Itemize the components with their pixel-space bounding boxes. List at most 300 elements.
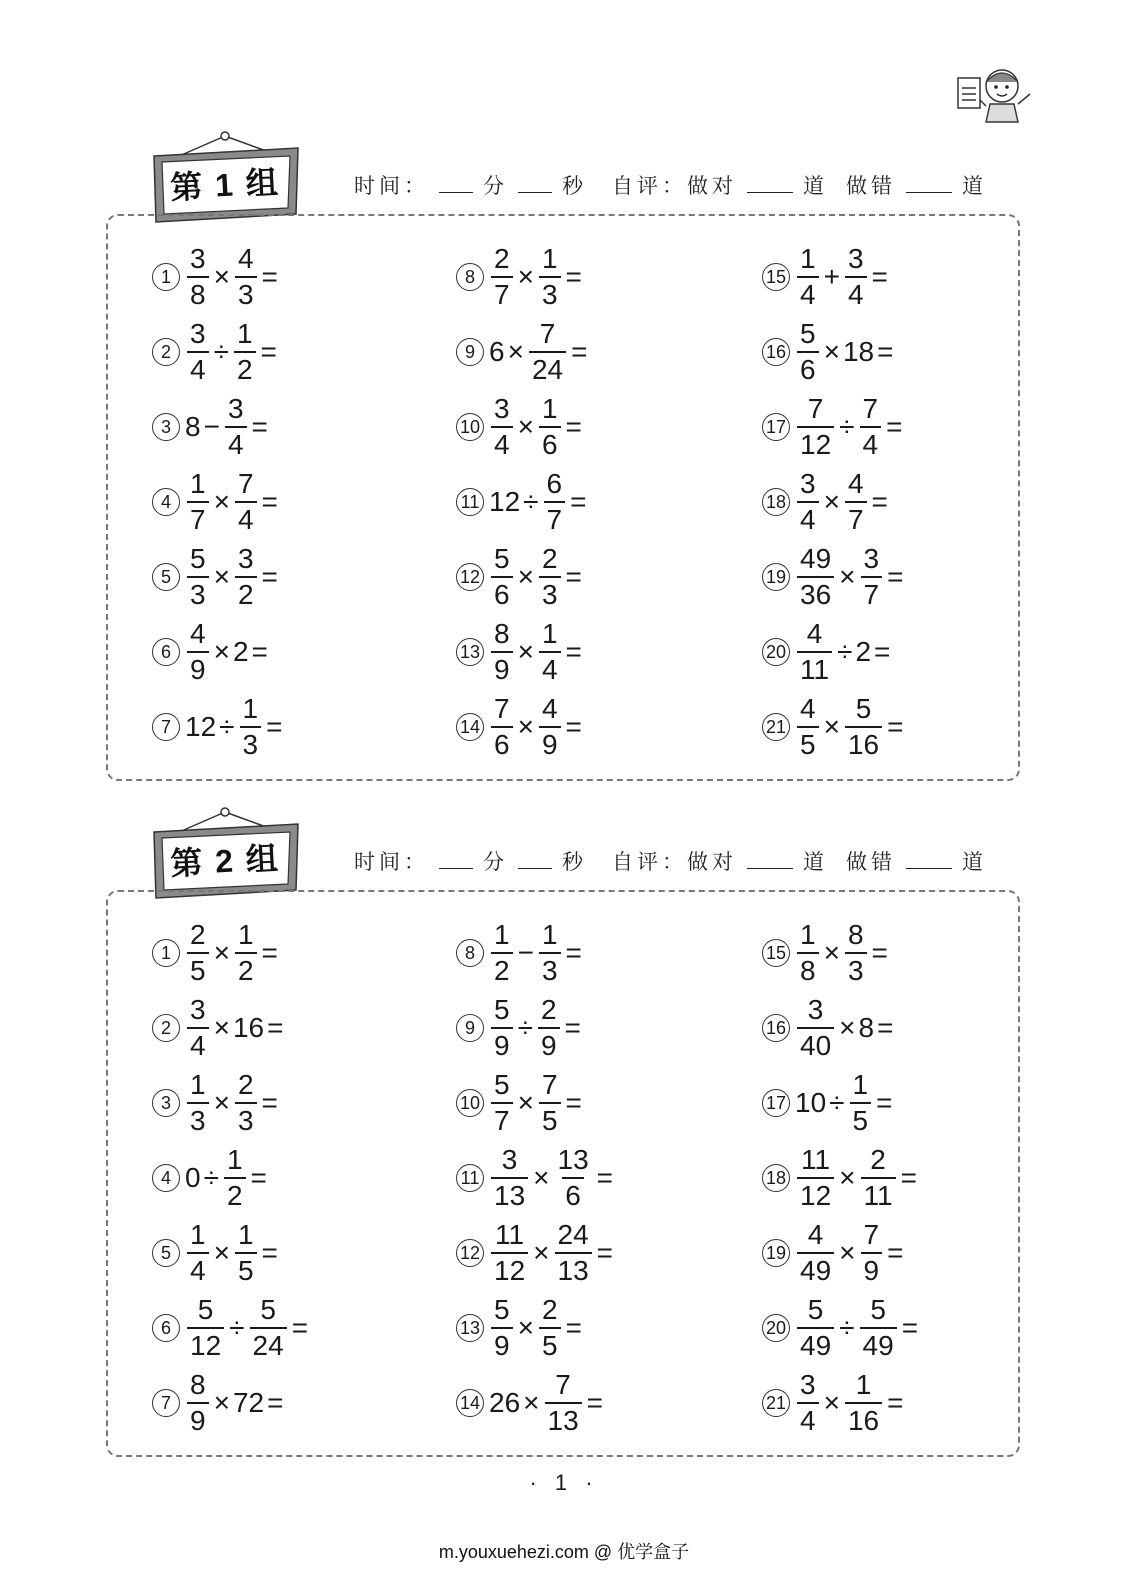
denominator: 9 <box>861 1252 883 1288</box>
denominator: 4 <box>235 501 257 537</box>
numerator: 3 <box>863 543 880 574</box>
correct-count-blank[interactable] <box>747 172 793 193</box>
fraction <box>224 1143 246 1213</box>
denominator: 6 <box>562 1177 584 1213</box>
problem-number: 10 <box>456 413 484 441</box>
problem-number: 14 <box>456 713 484 741</box>
fraction <box>845 692 882 762</box>
operator: × <box>517 561 534 592</box>
number: 0 <box>185 1162 201 1193</box>
fraction <box>845 467 867 537</box>
numerator: 1 <box>800 919 816 950</box>
operator: = <box>874 636 891 667</box>
operator: = <box>887 561 904 592</box>
operator: = <box>261 561 278 592</box>
fraction <box>861 542 883 612</box>
denominator: 16 <box>845 1402 882 1438</box>
problem-item <box>762 467 890 537</box>
number: 10 <box>795 1087 827 1118</box>
fraction <box>187 1368 209 1438</box>
numerator: 3 <box>847 243 864 274</box>
operator: × <box>839 1012 856 1043</box>
number: 18 <box>842 336 875 367</box>
operator: = <box>877 1012 894 1043</box>
operator: × <box>823 336 840 367</box>
footer-credit: m.youxuehezi.com @ 优学盒子 <box>438 1542 690 1562</box>
denominator: 4 <box>187 1252 209 1288</box>
numerator: 2 <box>540 994 557 1025</box>
minutes-blank[interactable] <box>439 848 473 869</box>
problem-item <box>456 1293 584 1363</box>
denominator: 7 <box>491 1102 513 1138</box>
problem-item <box>762 1068 894 1138</box>
operator: = <box>871 261 888 292</box>
problem-item <box>762 1368 905 1438</box>
operator: = <box>596 1237 614 1268</box>
numerator: 1 <box>541 618 558 649</box>
operator: = <box>586 1387 604 1418</box>
operator: ÷ <box>213 336 229 367</box>
fraction <box>539 918 561 988</box>
operator: = <box>260 336 277 367</box>
operator: = <box>565 1087 582 1118</box>
problem-item <box>456 918 584 988</box>
problem-item <box>152 617 270 687</box>
problem-number: 13 <box>456 1314 484 1342</box>
numerator: 3 <box>800 468 816 499</box>
operator: = <box>877 336 894 367</box>
fraction <box>187 918 209 988</box>
problem-item <box>152 993 285 1063</box>
operator: ÷ <box>839 1312 855 1343</box>
denominator: 7 <box>187 501 209 537</box>
operator: ÷ <box>229 1312 245 1343</box>
operator: = <box>261 486 278 517</box>
numerator: 1 <box>237 1219 254 1250</box>
fraction <box>491 993 513 1063</box>
number: 8 <box>858 1012 875 1043</box>
denominator: 4 <box>845 276 867 312</box>
time-field: 时间： 分 秒 <box>354 850 587 874</box>
operator: × <box>517 711 534 742</box>
problem-item <box>762 542 905 612</box>
minutes-blank[interactable] <box>439 172 473 193</box>
denominator: 2 <box>234 351 256 387</box>
fraction <box>539 242 561 312</box>
fraction <box>539 1068 561 1138</box>
operator: − <box>517 937 534 968</box>
problem-number: 1 <box>152 263 180 291</box>
denominator: 6 <box>491 726 513 762</box>
numerator: 4 <box>190 618 206 649</box>
numerator: 1 <box>541 919 558 950</box>
numerator: 2 <box>494 243 510 274</box>
operator: × <box>213 1237 230 1268</box>
operator: = <box>261 937 278 968</box>
numerator: 3 <box>501 1144 518 1175</box>
denominator: 5 <box>235 1252 257 1288</box>
numerator: 2 <box>870 1144 886 1175</box>
fraction <box>860 1293 897 1363</box>
problem-number: 13 <box>456 638 484 666</box>
fraction <box>187 242 209 312</box>
problem-number: 18 <box>762 488 790 516</box>
fraction <box>797 542 834 612</box>
fraction <box>491 1218 528 1288</box>
denominator: 4 <box>187 351 209 387</box>
numerator: 11 <box>801 1144 831 1175</box>
problem-item <box>152 918 280 988</box>
problem-number: 19 <box>762 1239 790 1267</box>
fraction <box>797 1143 834 1213</box>
fraction <box>491 1143 528 1213</box>
problem-number: 12 <box>456 1239 484 1267</box>
numerator: 7 <box>807 393 824 424</box>
denominator: 11 <box>797 651 832 687</box>
fraction <box>235 918 257 988</box>
numerator: 2 <box>190 919 206 950</box>
operator: ÷ <box>219 711 235 742</box>
fraction <box>539 392 561 462</box>
numerator: 7 <box>237 468 254 499</box>
operator: ÷ <box>829 1087 845 1118</box>
denominator: 36 <box>797 576 834 612</box>
denominator: 49 <box>860 1327 897 1363</box>
fraction <box>861 1218 883 1288</box>
fraction <box>187 1068 209 1138</box>
problem-number: 10 <box>456 1089 484 1117</box>
fraction <box>861 1143 896 1213</box>
numerator: 4 <box>800 693 816 724</box>
problem-number: 6 <box>152 1314 180 1342</box>
number: 12 <box>185 711 217 742</box>
fraction <box>235 1218 257 1288</box>
problem-item <box>152 1143 269 1213</box>
fraction <box>491 1068 513 1138</box>
operator: = <box>251 636 268 667</box>
denominator: 3 <box>235 276 257 312</box>
fraction <box>555 1218 592 1288</box>
wrong-count-blank[interactable] <box>906 172 952 193</box>
denominator: 9 <box>491 1027 513 1063</box>
denominator: 9 <box>539 726 561 762</box>
fraction <box>539 617 561 687</box>
problem-number: 18 <box>762 1164 790 1192</box>
number: 16 <box>232 1012 265 1043</box>
operator: ÷ <box>837 636 853 667</box>
numerator: 2 <box>541 1294 558 1325</box>
operator: × <box>823 486 840 517</box>
fraction <box>491 692 513 762</box>
problem-number: 8 <box>456 939 484 967</box>
denominator: 7 <box>491 276 513 312</box>
number: 2 <box>232 636 249 667</box>
operator: = <box>900 1162 917 1193</box>
problem-number: 21 <box>762 713 790 741</box>
denominator: 2 <box>224 1177 246 1213</box>
fraction <box>187 467 209 537</box>
numerator: 11 <box>495 1219 525 1250</box>
numerator: 7 <box>494 693 510 724</box>
problem-number: 7 <box>152 713 180 741</box>
problem-number: 1 <box>152 939 180 967</box>
fraction <box>860 392 882 462</box>
problem-number: 5 <box>152 1239 180 1267</box>
numerator: 1 <box>190 1069 206 1100</box>
operator: − <box>203 411 220 442</box>
numerator: 1 <box>855 1369 872 1400</box>
problem-item <box>456 467 588 537</box>
problem-item <box>456 317 589 387</box>
denominator: 4 <box>797 276 819 312</box>
operator: = <box>565 636 582 667</box>
fraction <box>225 392 247 462</box>
fraction <box>491 542 513 612</box>
problem-number: 15 <box>762 263 790 291</box>
problem-number: 14 <box>456 1389 484 1417</box>
numerator: 7 <box>863 1219 880 1250</box>
operator: = <box>570 486 587 517</box>
fraction <box>797 242 819 312</box>
problem-item <box>762 918 890 988</box>
operator: × <box>839 1162 856 1193</box>
problem-item <box>762 1293 920 1363</box>
operator: ÷ <box>839 411 855 442</box>
denominator: 4 <box>225 426 247 462</box>
fraction <box>797 617 832 687</box>
denominator: 9 <box>491 651 513 687</box>
numerator: 4 <box>237 243 254 274</box>
operator: × <box>213 261 230 292</box>
operator: = <box>871 937 888 968</box>
numerator: 5 <box>807 1294 824 1325</box>
operator: = <box>565 261 582 292</box>
fraction <box>187 617 209 687</box>
fraction <box>235 467 257 537</box>
fraction <box>491 242 513 312</box>
operator: ÷ <box>517 1012 533 1043</box>
operator: = <box>261 1087 278 1118</box>
fraction <box>240 692 262 762</box>
numerator: 1 <box>190 468 206 499</box>
group-title: 第 1 组 <box>169 164 281 206</box>
operator: = <box>267 1387 284 1418</box>
fraction <box>235 242 257 312</box>
number: 12 <box>489 486 521 517</box>
operator: = <box>901 1312 919 1343</box>
denominator: 4 <box>797 501 819 537</box>
numerator: 1 <box>242 693 259 724</box>
denominator: 7 <box>845 501 867 537</box>
denominator: 49 <box>797 1252 834 1288</box>
numerator: 5 <box>197 1294 214 1325</box>
fraction <box>491 918 513 988</box>
operator: = <box>261 261 278 292</box>
operator: × <box>213 1387 230 1418</box>
operator: = <box>565 411 582 442</box>
denominator: 40 <box>797 1027 834 1063</box>
numerator: 5 <box>494 1069 510 1100</box>
numerator: 7 <box>555 1369 571 1400</box>
problem-item <box>762 242 890 312</box>
denominator: 49 <box>797 1327 834 1363</box>
numerator: 2 <box>237 1069 254 1100</box>
problem-number: 3 <box>152 413 180 441</box>
numerator: 4 <box>807 1219 824 1250</box>
fraction <box>797 1293 834 1363</box>
fraction <box>529 317 566 387</box>
mascot-illustration <box>952 60 1036 130</box>
numerator: 3 <box>227 393 244 424</box>
numerator: 1 <box>541 243 558 274</box>
operator: × <box>823 937 840 968</box>
operator: × <box>517 636 534 667</box>
denominator: 4 <box>187 1027 209 1063</box>
denominator: 9 <box>187 651 209 687</box>
operator: ÷ <box>523 486 539 517</box>
operator: = <box>261 1237 278 1268</box>
numerator: 5 <box>260 1294 276 1325</box>
fraction <box>539 692 561 762</box>
denominator: 4 <box>539 651 561 687</box>
numerator: 3 <box>800 1369 816 1400</box>
denominator: 3 <box>235 1102 257 1138</box>
denominator: 24 <box>529 351 566 387</box>
problem-number: 16 <box>762 1014 790 1042</box>
numerator: 5 <box>494 1294 510 1325</box>
problem-item <box>152 242 280 312</box>
numerator: 3 <box>494 393 510 424</box>
operator: × <box>213 636 230 667</box>
problem-number: 15 <box>762 939 790 967</box>
numerator: 5 <box>190 543 206 574</box>
denominator: 3 <box>240 726 262 762</box>
operator: = <box>250 1162 267 1193</box>
numerator: 1 <box>800 243 816 274</box>
numerator: 7 <box>539 318 556 349</box>
numerator: 4 <box>806 618 823 649</box>
fraction <box>545 1368 582 1438</box>
operator: = <box>565 1312 582 1343</box>
problem-number: 12 <box>456 563 484 591</box>
denominator: 9 <box>491 1327 513 1363</box>
fraction <box>187 542 209 612</box>
denominator: 7 <box>544 501 566 537</box>
numerator: 3 <box>190 243 206 274</box>
operator: = <box>266 711 283 742</box>
operator: = <box>251 411 268 442</box>
problem-number: 20 <box>762 1314 790 1342</box>
problem-item <box>152 392 270 462</box>
operator: × <box>823 1387 840 1418</box>
problem-item <box>456 1218 615 1288</box>
fraction <box>845 918 867 988</box>
problem-number: 11 <box>456 488 484 516</box>
denominator: 13 <box>545 1402 582 1438</box>
numerator: 6 <box>546 468 563 499</box>
fraction <box>250 1293 287 1363</box>
operator: × <box>533 1237 550 1268</box>
fraction <box>845 242 867 312</box>
denominator: 9 <box>538 1027 560 1063</box>
operator: × <box>213 937 230 968</box>
numerator: 13 <box>557 1144 589 1175</box>
fraction <box>187 993 209 1063</box>
denominator: 9 <box>187 1402 209 1438</box>
denominator: 3 <box>845 952 867 988</box>
denominator: 5 <box>187 952 209 988</box>
self-evaluation-field: 自评：做对 道 做错 道 <box>612 850 987 874</box>
numerator: 8 <box>847 919 864 950</box>
number: 26 <box>489 1387 521 1418</box>
numerator: 2 <box>541 543 558 574</box>
numerator: 3 <box>807 994 824 1025</box>
numerator: 4 <box>847 468 864 499</box>
numerator: 5 <box>870 1294 886 1325</box>
operator: = <box>565 937 582 968</box>
fraction <box>235 1068 257 1138</box>
problem-item <box>456 692 584 762</box>
problem-number: 9 <box>456 338 484 366</box>
problem-number: 17 <box>762 1089 790 1117</box>
operator: = <box>571 336 588 367</box>
problem-item <box>762 317 895 387</box>
problem-number: 2 <box>152 338 180 366</box>
denominator: 8 <box>797 952 819 988</box>
wrong-count-blank[interactable] <box>906 848 952 869</box>
denominator: 7 <box>861 576 883 612</box>
denominator: 3 <box>187 1102 209 1138</box>
problem-item <box>762 1143 919 1213</box>
fraction <box>539 542 561 612</box>
problem-item <box>456 1368 605 1438</box>
denominator: 8 <box>187 276 209 312</box>
denominator: 3 <box>187 576 209 612</box>
problem-item <box>152 1368 285 1438</box>
operator: × <box>517 261 534 292</box>
fraction <box>845 1368 882 1438</box>
problem-number: 9 <box>456 1014 484 1042</box>
operator: = <box>291 1312 309 1343</box>
operator: × <box>839 561 856 592</box>
correct-count-blank[interactable] <box>747 848 793 869</box>
number: 72 <box>232 1387 265 1418</box>
operator: = <box>887 1387 904 1418</box>
numerator: 5 <box>494 543 510 574</box>
seconds-blank[interactable] <box>518 172 552 193</box>
problem-number: 6 <box>152 638 180 666</box>
operator: = <box>871 486 888 517</box>
problem-number: 19 <box>762 563 790 591</box>
problem-item <box>762 692 905 762</box>
seconds-blank[interactable] <box>518 848 552 869</box>
numerator: 3 <box>190 318 206 349</box>
fraction <box>491 617 513 687</box>
operator: = <box>565 711 582 742</box>
problem-item <box>762 1218 905 1288</box>
self-evaluation-field: 自评：做对 道 做错 道 <box>612 174 987 198</box>
denominator: 5 <box>850 1102 872 1138</box>
problem-number: 4 <box>152 488 180 516</box>
numerator: 1 <box>190 1219 206 1250</box>
operator: = <box>565 561 582 592</box>
denominator: 5 <box>539 1102 561 1138</box>
problem-number: 8 <box>456 263 484 291</box>
denominator: 4 <box>491 426 513 462</box>
denominator: 11 <box>861 1177 896 1213</box>
denominator: 6 <box>491 576 513 612</box>
denominator: 6 <box>797 351 819 387</box>
